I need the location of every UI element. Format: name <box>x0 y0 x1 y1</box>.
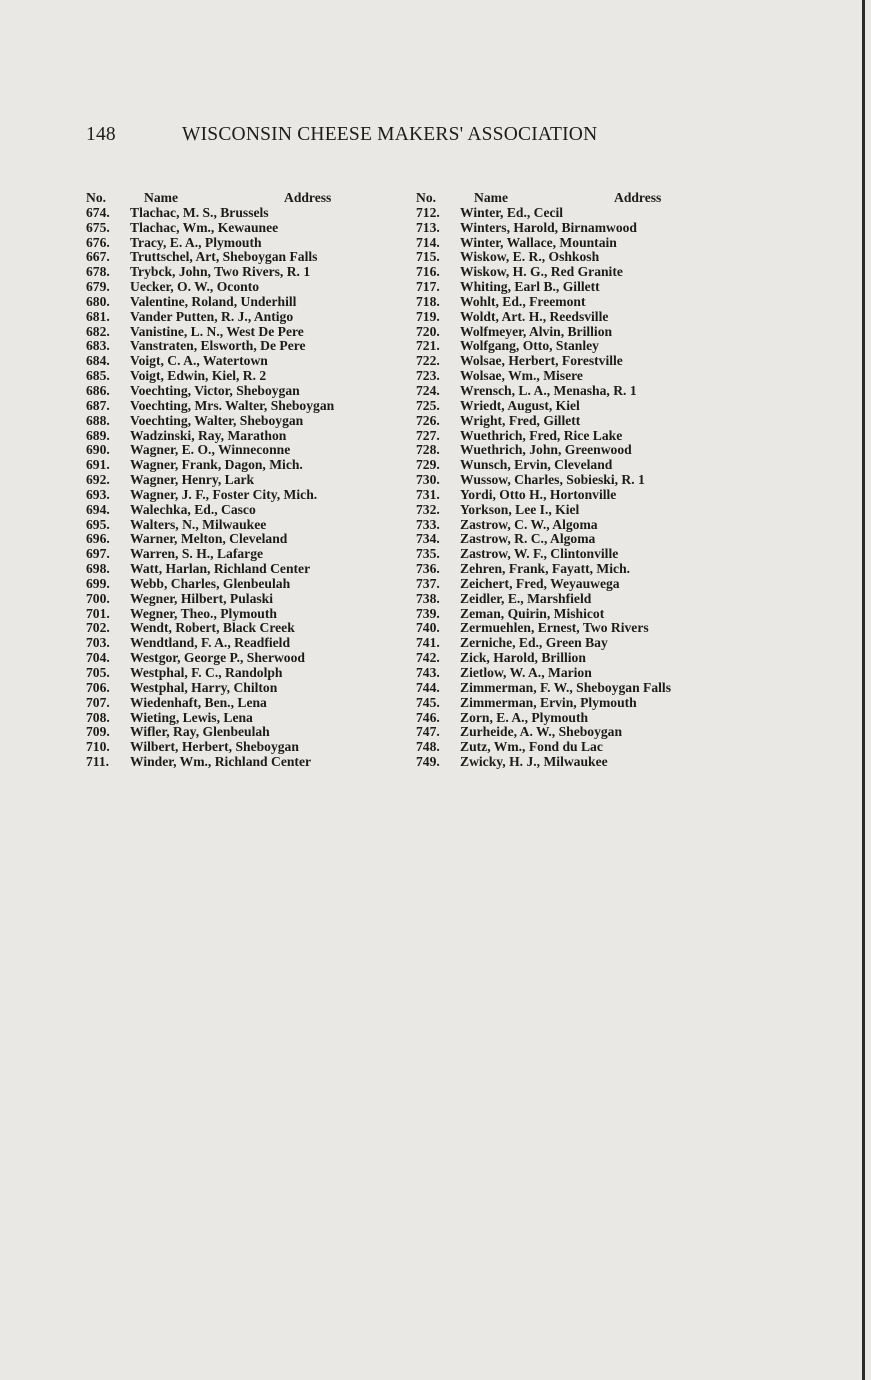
entry-number: 679. <box>86 279 110 295</box>
list-item <box>416 592 756 607</box>
list-item <box>416 711 756 726</box>
entry-name-address: Voigt, C. A., Watertown <box>130 353 268 369</box>
entry-name-address: Zehren, Frank, Fayatt, Mich. <box>460 561 631 577</box>
entry-number: 705. <box>86 665 110 680</box>
list-item <box>416 532 756 547</box>
list-item <box>416 384 756 399</box>
list-item <box>416 607 756 622</box>
entry-number: 667. <box>86 249 110 265</box>
entry-number: 746. <box>416 709 440 725</box>
list-item <box>416 666 756 681</box>
entry-name-address: Wright, Fred, Gillett <box>460 412 581 428</box>
entry-number: 683. <box>86 338 110 354</box>
entry-name-address: Wendtland, F. A., Readfield <box>130 635 291 651</box>
list-item <box>86 280 411 295</box>
list-item <box>416 636 756 651</box>
entry-number: 720. <box>416 323 440 339</box>
address-header: Address <box>614 190 662 205</box>
entry-name-address: Wagner, E. O., Winneconne <box>130 442 291 458</box>
entry-number: 718. <box>416 293 440 309</box>
entry-number: 715. <box>416 249 440 265</box>
entry-name-address: Warner, Melton, Cleveland <box>130 531 288 547</box>
entry-number: 701. <box>86 605 110 621</box>
list-item <box>416 295 756 310</box>
list-item <box>86 295 411 310</box>
entry-number: 684. <box>86 353 110 369</box>
entry-name-address: Wagner, Henry, Lark <box>130 472 255 488</box>
entry-name-address: Zutz, Wm., Fond du Lac <box>460 739 603 755</box>
list-item <box>86 577 411 592</box>
entry-number: 697. <box>86 546 110 562</box>
list-item <box>86 325 411 340</box>
entry-number: 740. <box>416 620 440 636</box>
list-item <box>416 310 756 325</box>
list-item <box>86 221 411 236</box>
list-item <box>416 651 756 666</box>
list-item <box>416 429 756 444</box>
entry-number: 691. <box>86 457 110 473</box>
entry-name-address: Zeidler, E., Marshfield <box>460 590 592 606</box>
entry-name-address: Tlachac, M. S., Brussels <box>130 204 269 220</box>
list-item <box>86 399 411 414</box>
entry-number: 693. <box>86 486 110 502</box>
entry-number: 711. <box>86 754 110 770</box>
entry-number: 692. <box>86 472 110 488</box>
entry-number: 748. <box>416 739 440 755</box>
entry-number: 707. <box>86 694 110 710</box>
list-item <box>86 666 411 681</box>
entry-number: 713. <box>416 219 440 235</box>
entry-name-address: Wohlt, Ed., Freemont <box>460 293 586 309</box>
entry-name-address: Wilbert, Herbert, Sheboygan <box>130 739 299 755</box>
entry-name-address: Wuethrich, Fred, Rice Lake <box>460 427 623 443</box>
list-item <box>86 636 411 651</box>
entry-name-address: Westgor, George P., Sherwood <box>130 650 305 666</box>
list-item <box>86 369 411 384</box>
entry-name-address: Wiedenhaft, Ben., Lena <box>130 694 267 710</box>
entry-name-address: Wegner, Hilbert, Pulaski <box>130 590 273 606</box>
entry-number: 717. <box>416 279 440 295</box>
entry-name-address: Zimmerman, Ervin, Plymouth <box>460 694 637 710</box>
entry-name-address: Wieting, Lewis, Lena <box>130 709 253 725</box>
entry-number: 744. <box>416 679 440 695</box>
entry-name-address: Wolfgang, Otto, Stanley <box>460 338 599 354</box>
list-item <box>86 206 411 221</box>
entry-number: 694. <box>86 501 110 517</box>
list-item <box>86 473 411 488</box>
entry-name-address: Zeichert, Fred, Weyauwega <box>460 575 620 591</box>
entry-name-address: Winter, Ed., Cecil <box>460 204 564 220</box>
list-item <box>416 488 756 503</box>
list-item <box>86 621 411 636</box>
entry-number: 727. <box>416 427 440 443</box>
entry-name-address: Truttschel, Art, Sheboygan Falls <box>130 249 318 265</box>
entry-name-address: Zermuehlen, Ernest, Two Rivers <box>460 620 649 636</box>
entry-number: 688. <box>86 412 110 428</box>
list-item <box>86 725 411 740</box>
entry-number: 738. <box>416 590 440 606</box>
list-item <box>416 725 756 740</box>
entry-number: 714. <box>416 234 440 250</box>
entry-number: 742. <box>416 650 440 666</box>
entry-number: 675. <box>86 219 110 235</box>
list-item <box>86 711 411 726</box>
list-item <box>86 458 411 473</box>
list-item <box>416 755 756 770</box>
entry-name-address: Wriedt, August, Kiel <box>460 397 580 413</box>
entry-number: 729. <box>416 457 440 473</box>
entry-number: 702. <box>86 620 110 636</box>
entry-name-address: Winter, Wallace, Mountain <box>460 234 617 250</box>
entry-name-address: Vanstraten, Elsworth, De Pere <box>130 338 306 354</box>
entry-name-address: Wolfmeyer, Alvin, Brillion <box>460 323 613 339</box>
entry-name-address: Zeman, Quirin, Mishicot <box>460 605 605 621</box>
list-item <box>416 206 756 221</box>
list-item <box>416 325 756 340</box>
list-item <box>86 651 411 666</box>
list-item <box>416 621 756 636</box>
entry-number: 704. <box>86 650 110 666</box>
list-item <box>86 607 411 622</box>
list-item <box>416 458 756 473</box>
list-item <box>416 280 756 295</box>
entry-number: 719. <box>416 308 440 324</box>
entry-name-address: Westphal, F. C., Randolph <box>130 665 283 680</box>
list-item <box>416 339 756 354</box>
entry-name-address: Walechka, Ed., Casco <box>130 501 256 517</box>
entry-name-address: Walters, N., Milwaukee <box>130 516 267 532</box>
entry-number: 716. <box>416 264 440 280</box>
page-header <box>86 124 726 146</box>
list-item <box>416 414 756 429</box>
list-item <box>416 547 756 562</box>
entry-name-address: Zastrow, R. C., Algoma <box>460 531 596 547</box>
entry-name-address: Trybck, John, Two Rivers, R. 1 <box>130 264 311 280</box>
right-column <box>416 191 756 770</box>
entry-number: 695. <box>86 516 110 532</box>
entry-number: 710. <box>86 739 110 755</box>
entry-name-address: Wunsch, Ervin, Cleveland <box>460 457 613 473</box>
list-item <box>86 339 411 354</box>
list-item <box>86 236 411 251</box>
entry-number: 734. <box>416 531 440 547</box>
entry-name-address: Winters, Harold, Birnamwood <box>460 219 637 235</box>
list-item <box>416 518 756 533</box>
entry-name-address: Yorkson, Lee I., Kiel <box>460 501 580 517</box>
no-header: No. <box>86 190 107 205</box>
entry-number: 690. <box>86 442 110 458</box>
entry-name-address: Zwicky, H. J., Milwaukee <box>460 754 608 770</box>
entry-name-address: Uecker, O. W., Oconto <box>130 279 260 295</box>
page-number: 148 <box>86 124 116 145</box>
entry-number: 681. <box>86 308 110 324</box>
entry-number: 700. <box>86 590 110 606</box>
left-column <box>86 191 411 770</box>
entry-name-address: Wrensch, L. A., Menasha, R. 1 <box>460 382 637 398</box>
list-item <box>86 429 411 444</box>
entry-name-address: Wegner, Theo., Plymouth <box>130 605 277 621</box>
list-item <box>416 681 756 696</box>
entry-number: 741. <box>416 635 440 651</box>
no-header: No. <box>416 190 437 205</box>
entry-number: 708. <box>86 709 110 725</box>
list-item <box>416 236 756 251</box>
page-edge <box>862 0 865 1380</box>
entry-number: 739. <box>416 605 440 621</box>
list-item <box>416 354 756 369</box>
entry-name-address: Wifler, Ray, Glenbeulah <box>130 724 270 740</box>
entry-number: 674. <box>86 204 110 220</box>
list-item <box>86 384 411 399</box>
list-item <box>416 250 756 265</box>
column-header <box>416 191 756 206</box>
entry-number: 712. <box>416 204 440 220</box>
entry-name-address: Voechting, Mrs. Walter, Sheboygan <box>130 397 335 413</box>
entry-name-address: Warren, S. H., Lafarge <box>130 546 264 562</box>
entry-number: 703. <box>86 635 110 651</box>
entry-number: 686. <box>86 382 110 398</box>
entry-number: 676. <box>86 234 110 250</box>
entry-number: 745. <box>416 694 440 710</box>
entry-name-address: Webb, Charles, Glenbeulah <box>130 575 291 591</box>
address-header: Address <box>284 190 332 205</box>
list-item <box>416 503 756 518</box>
list-item <box>416 443 756 458</box>
entry-number: 709. <box>86 724 110 740</box>
list-item <box>86 414 411 429</box>
list-item <box>416 740 756 755</box>
list-item <box>86 443 411 458</box>
entry-name-address: Tlachac, Wm., Kewaunee <box>130 219 279 235</box>
entry-number: 682. <box>86 323 110 339</box>
list-item <box>416 265 756 280</box>
entry-name-address: Woldt, Art. H., Reedsville <box>460 308 609 324</box>
list-item <box>86 681 411 696</box>
entry-number: 726. <box>416 412 440 428</box>
list-item <box>86 310 411 325</box>
entry-number: 698. <box>86 561 110 577</box>
entry-number: 689. <box>86 427 110 443</box>
list-item <box>416 562 756 577</box>
entry-name-address: Vanistine, L. N., West De Pere <box>130 323 304 339</box>
list-item <box>86 503 411 518</box>
entry-number: 723. <box>416 368 440 384</box>
entry-number: 724. <box>416 382 440 398</box>
list-item <box>86 250 411 265</box>
list-item <box>416 369 756 384</box>
entry-name-address: Whiting, Earl B., Gillett <box>460 279 600 295</box>
entry-number: 731. <box>416 486 440 502</box>
list-item <box>416 221 756 236</box>
entry-name-address: Vander Putten, R. J., Antigo <box>130 308 294 324</box>
entry-name-address: Wussow, Charles, Sobieski, R. 1 <box>460 472 645 488</box>
entry-name-address: Zick, Harold, Brillion <box>460 650 586 666</box>
entry-name-address: Watt, Harlan, Richland Center <box>130 561 311 577</box>
entry-name-address: Valentine, Roland, Underhill <box>130 293 297 309</box>
entry-number: 743. <box>416 665 440 680</box>
entry-number: 687. <box>86 397 110 413</box>
entry-name-address: Winder, Wm., Richland Center <box>130 754 312 770</box>
entry-name-address: Zietlow, W. A., Marion <box>460 665 592 680</box>
entry-number: 725. <box>416 397 440 413</box>
entry-number: 728. <box>416 442 440 458</box>
entry-name-address: Westphal, Harry, Chilton <box>130 679 278 695</box>
entry-number: 747. <box>416 724 440 740</box>
list-item <box>416 696 756 711</box>
entry-name-address: Wolsae, Wm., Misere <box>460 368 583 384</box>
entry-name-address: Zastrow, W. F., Clintonville <box>460 546 619 562</box>
entry-name-address: Zurheide, A. W., Sheboygan <box>460 724 623 740</box>
entry-name-address: Voigt, Edwin, Kiel, R. 2 <box>130 368 267 384</box>
entry-name-address: Wadzinski, Ray, Marathon <box>130 427 287 443</box>
entry-number: 706. <box>86 679 110 695</box>
entry-number: 733. <box>416 516 440 532</box>
list-item <box>86 265 411 280</box>
entry-number: 685. <box>86 368 110 384</box>
entry-name-address: Zorn, E. A., Plymouth <box>460 709 589 725</box>
list-item <box>86 354 411 369</box>
entry-number: 736. <box>416 561 440 577</box>
name-header: Name <box>144 190 178 205</box>
entry-number: 680. <box>86 293 110 309</box>
entry-number: 749. <box>416 754 440 770</box>
column-header <box>86 191 411 206</box>
entry-number: 722. <box>416 353 440 369</box>
entry-name-address: Wiskow, E. R., Oshkosh <box>460 249 600 265</box>
list-item <box>86 488 411 503</box>
list-item <box>416 399 756 414</box>
entry-number: 699. <box>86 575 110 591</box>
list-item <box>86 696 411 711</box>
entry-number: 737. <box>416 575 440 591</box>
entry-number: 721. <box>416 338 440 354</box>
entry-name-address: Yordi, Otto H., Hortonville <box>460 486 617 502</box>
list-item <box>416 473 756 488</box>
entry-name-address: Zerniche, Ed., Green Bay <box>460 635 608 651</box>
entry-name-address: Zastrow, C. W., Algoma <box>460 516 598 532</box>
entry-name-address: Zimmerman, F. W., Sheboygan Falls <box>460 679 671 695</box>
list-item <box>86 592 411 607</box>
list-item <box>86 755 411 770</box>
entry-number: 732. <box>416 501 440 517</box>
entry-name-address: Voechting, Victor, Sheboygan <box>130 382 300 398</box>
entry-name-address: Wuethrich, John, Greenwood <box>460 442 632 458</box>
entry-number: 696. <box>86 531 110 547</box>
entry-name-address: Wagner, J. F., Foster City, Mich. <box>130 486 318 502</box>
entry-name-address: Wolsae, Herbert, Forestville <box>460 353 623 369</box>
list-item <box>86 547 411 562</box>
list-item <box>86 740 411 755</box>
name-header: Name <box>474 190 508 205</box>
entry-number: 678. <box>86 264 110 280</box>
entry-name-address: Wagner, Frank, Dagon, Mich. <box>130 457 303 473</box>
entry-number: 730. <box>416 472 440 488</box>
entry-name-address: Wiskow, H. G., Red Granite <box>460 264 623 280</box>
list-item <box>86 518 411 533</box>
entry-name-address: Wendt, Robert, Black Creek <box>130 620 295 636</box>
entry-name-address: Voechting, Walter, Sheboygan <box>130 412 304 428</box>
list-item <box>86 532 411 547</box>
list-item <box>86 562 411 577</box>
page-title: WISCONSIN CHEESE MAKERS' ASSOCIATION <box>182 124 598 145</box>
list-item <box>416 577 756 592</box>
entry-number: 735. <box>416 546 440 562</box>
entry-name-address: Tracy, E. A., Plymouth <box>130 234 262 250</box>
